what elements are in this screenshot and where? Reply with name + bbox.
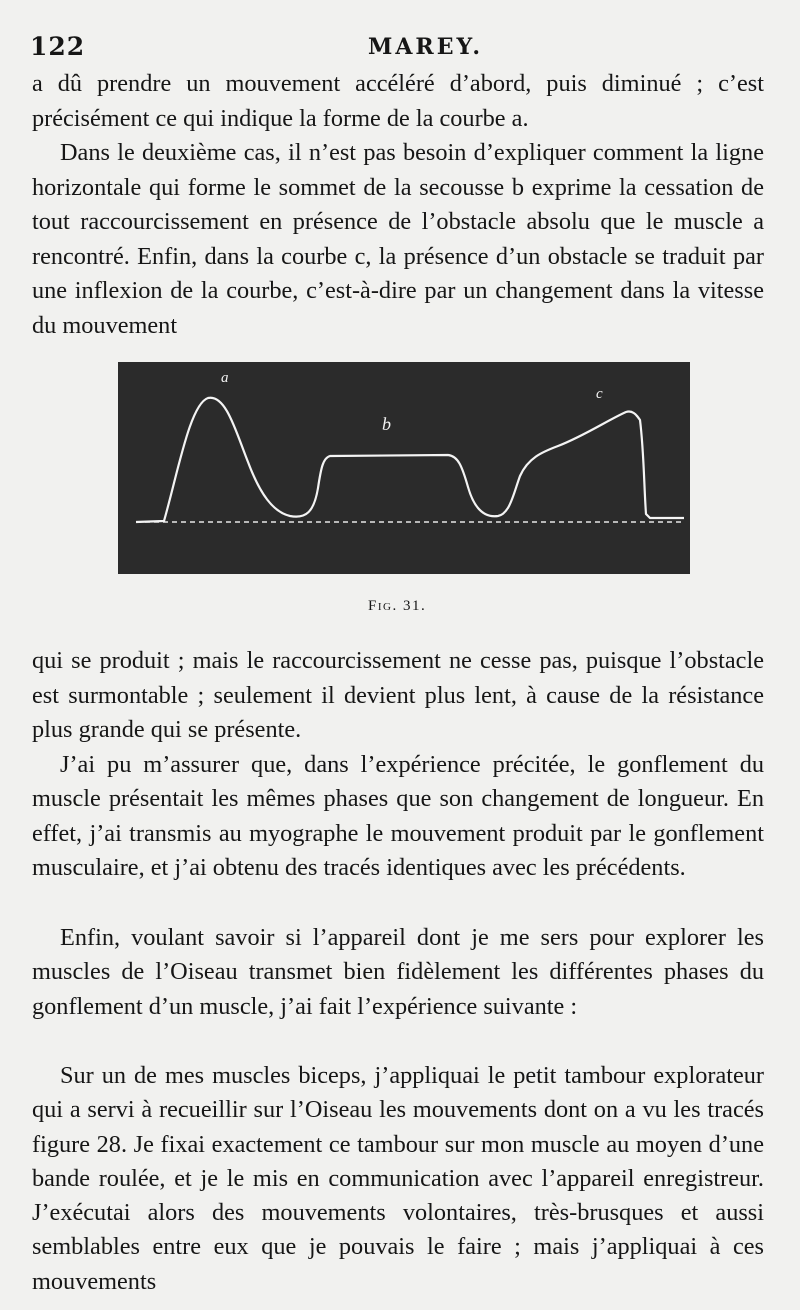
paragraph-4: J’ai pu m’assurer que, dans l’expérience précitée, le gonflement du muscle présentait les mêmes phases que son changement de longueur. En effet, j’ai transmis au myographe le mouvement produit par le gonflement musculaire, et j’ai obtenu des tracés identiques avec les précédents. [32,751,764,881]
paragraph-6: Sur un de mes muscles biceps, j’appliquai le petit tambour explorateur qui a servi à recueillir sur l’Oiseau les mouvements dont on a vu les tracés figure 28. Je fixai exactement ce tambour sur mon muscle au moyen d’une bande roulée, et je le mis en communication avec l’appareil enregistreur. J’exécutai alors des mouvements volontaires, très-brusques et aussi semblables entre eux que je pouvais le faire ; mais j’appliquai à ces mouvements [32,1062,764,1295]
figure-31-svg [118,362,690,574]
curve-label-b: b [382,414,391,434]
paragraph-5: Enfin, voulant savoir si l’appareil dont je me sers pour explorer les muscles de l’Oiseau transmet bien fidèlement les différentes phases du gonflement d’un muscle, j’ai fait l’expérience suivante : [32,924,764,1020]
curve-label-a: a [221,370,229,386]
paragraph-2: Dans le deuxième cas, il n’est pas besoin d’expliquer comment la ligne horizontale qui forme le sommet de la secousse b exprime la cessation de tout raccourcissement en présence de l’obstacle absolu que le muscle a rencontré. Enfin, dans la courbe c, la présence d’un obstacle se traduit par une inflexion de la courbe, c’est-à-dire par un changement dans la vitesse du mouvement [32,139,764,339]
curve-label-c: c [596,386,603,402]
running-head: MAREY. [368,34,484,60]
paragraph-3: qui se produit ; mais le raccourcissement ne cesse pas, puisque l’obstacle est surmontable ; seulement il devient plus lent, à cause de la résistance plus grande qui se présente. [32,647,764,743]
paragraph-1: a dû prendre un mouvement accéléré d’abord, puis diminué ; c’est précisément ce qui indique la forme de la courbe a. [32,70,764,132]
page-header [30,32,770,68]
figure-background [118,362,690,574]
figure-31-myograph-traces [118,362,690,574]
figure-caption: Fig. 31. [368,598,427,614]
page-number: 122 [30,32,86,61]
